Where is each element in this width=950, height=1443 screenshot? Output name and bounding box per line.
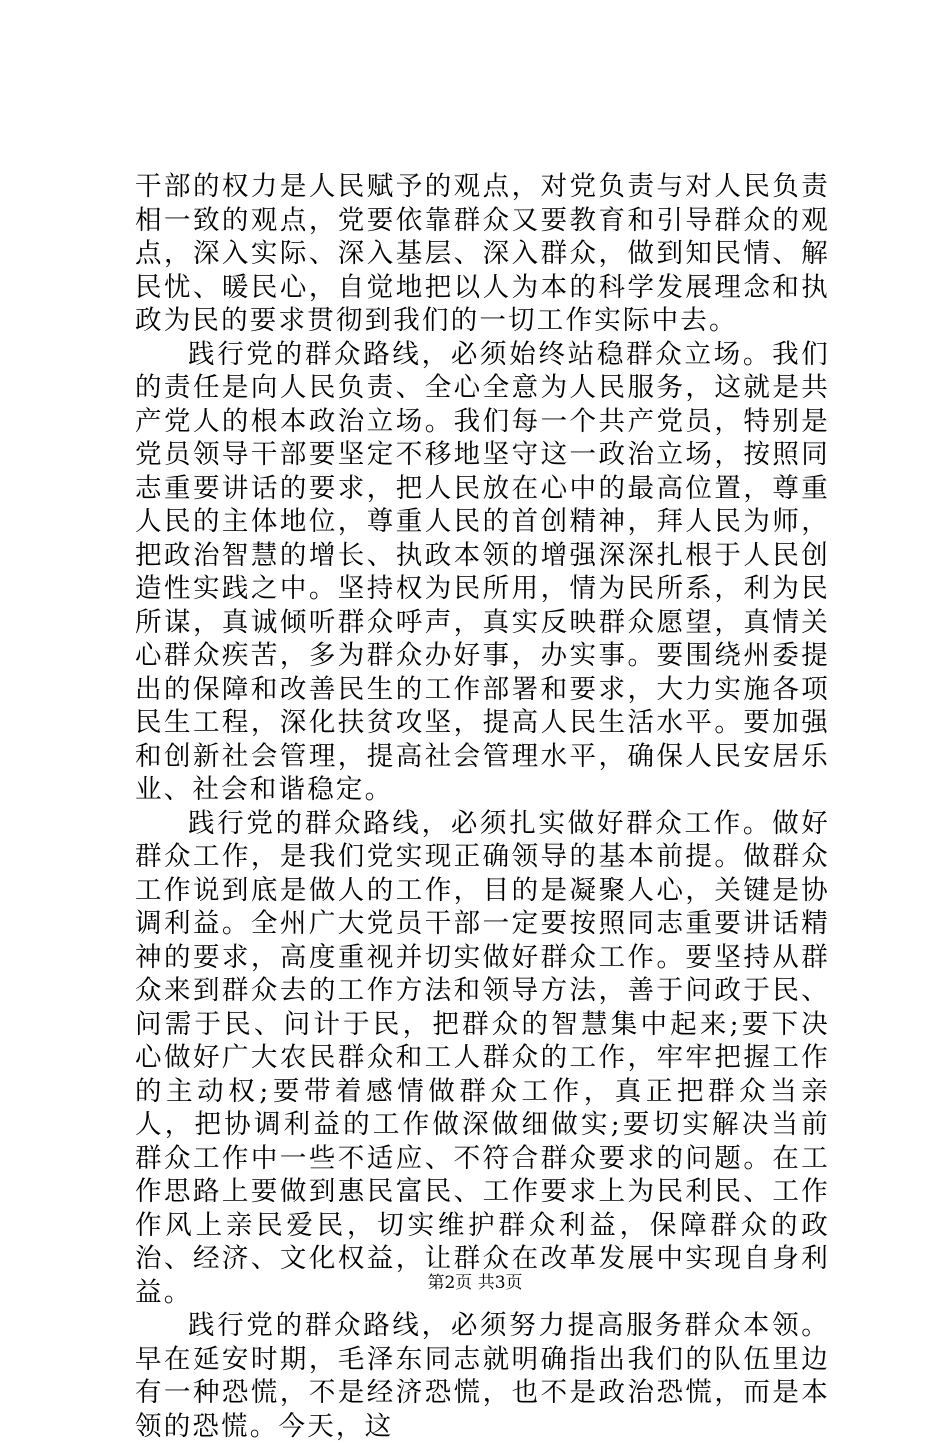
- page-number: 第2页 共3页: [427, 1273, 523, 1293]
- paragraph-1: 干部的权力是人民赋予的观点，对党负责与对人民负责相一致的观点，党要依靠群众又要教育和引导群众的观点，深入实际、深入基层、深入群众，做到知民情、解民忧、暖民心，自觉地把以人为本的科学发展理念和执政为民的要求贯彻到我们的一切工作实际中去。: [135, 171, 830, 336]
- paragraph-4: 践行党的群众路线，必须努力提高服务群众本领。早在延安时期，毛泽东同志就明确指出我们的队伍里边有一种恐慌，不是经济恐慌，也不是政治恐慌，而是本领的恐慌。今天，这: [135, 1310, 830, 1442]
- paragraph-3: 践行党的群众路线，必须扎实做好群众工作。做好群众工作，是我们党实现正确领导的基本前提。做群众工作说到底是做人的工作，目的是凝聚人心，关键是协调利益。全州广大党员干部一定要按照同志重要讲话精神的要求，高度重视并切实做好群众工作。要坚持从群众来到群众去的工作方法和领导方法，善于问政于民、问需于民、问计于民，把群众的智慧集中起来;要下决心做好广大农民群众和工人群众的工作，牢牢把握工作的主动权;要带着感情做群众工作，真正把群众当亲人，把协调利益的工作做深做细做实;要切实解决当前群众工作中一些不适应、不符合群众要求的问题。在工作思路上要做到惠民富民、工作要求上为民利民、工作作风上亲民爱民，切实维护群众利益，保障群众的政治、经济、文化权益，让群众在改革发展中实现自身利益。: [135, 807, 830, 1308]
- page-footer: [0, 1268, 950, 1293]
- paragraph-2: 践行党的群众路线，必须始终站稳群众立场。我们的责任是向人民负责、全心全意为人民服务，这就是共产党人的根本政治立场。我们每一个共产党员，特别是党员领导干部要坚定不移地坚守这一政治立场，按照同志重要讲话的要求，把人民放在心中的最高位置，尊重人民的主体地位，尊重人民的首创精神，拜人民为师，把政治智慧的增长、执政本领的增强深深扎根于人民创造性实践之中。坚持权为民所用，情为民所系，利为民所谋，真诚倾听群众呼声，真实反映群众愿望，真情关心群众疾苦，多为群众办好事，办实事。要围绕州委提出的保障和改善民生的工作部署和要求，大力实施各项民生工程，深化扶贫攻坚，提高人民生活水平。要加强和创新社会管理，提高社会管理水平，确保人民安居乐业、社会和谐稳定。: [135, 338, 830, 805]
- document-body: [135, 170, 830, 1443]
